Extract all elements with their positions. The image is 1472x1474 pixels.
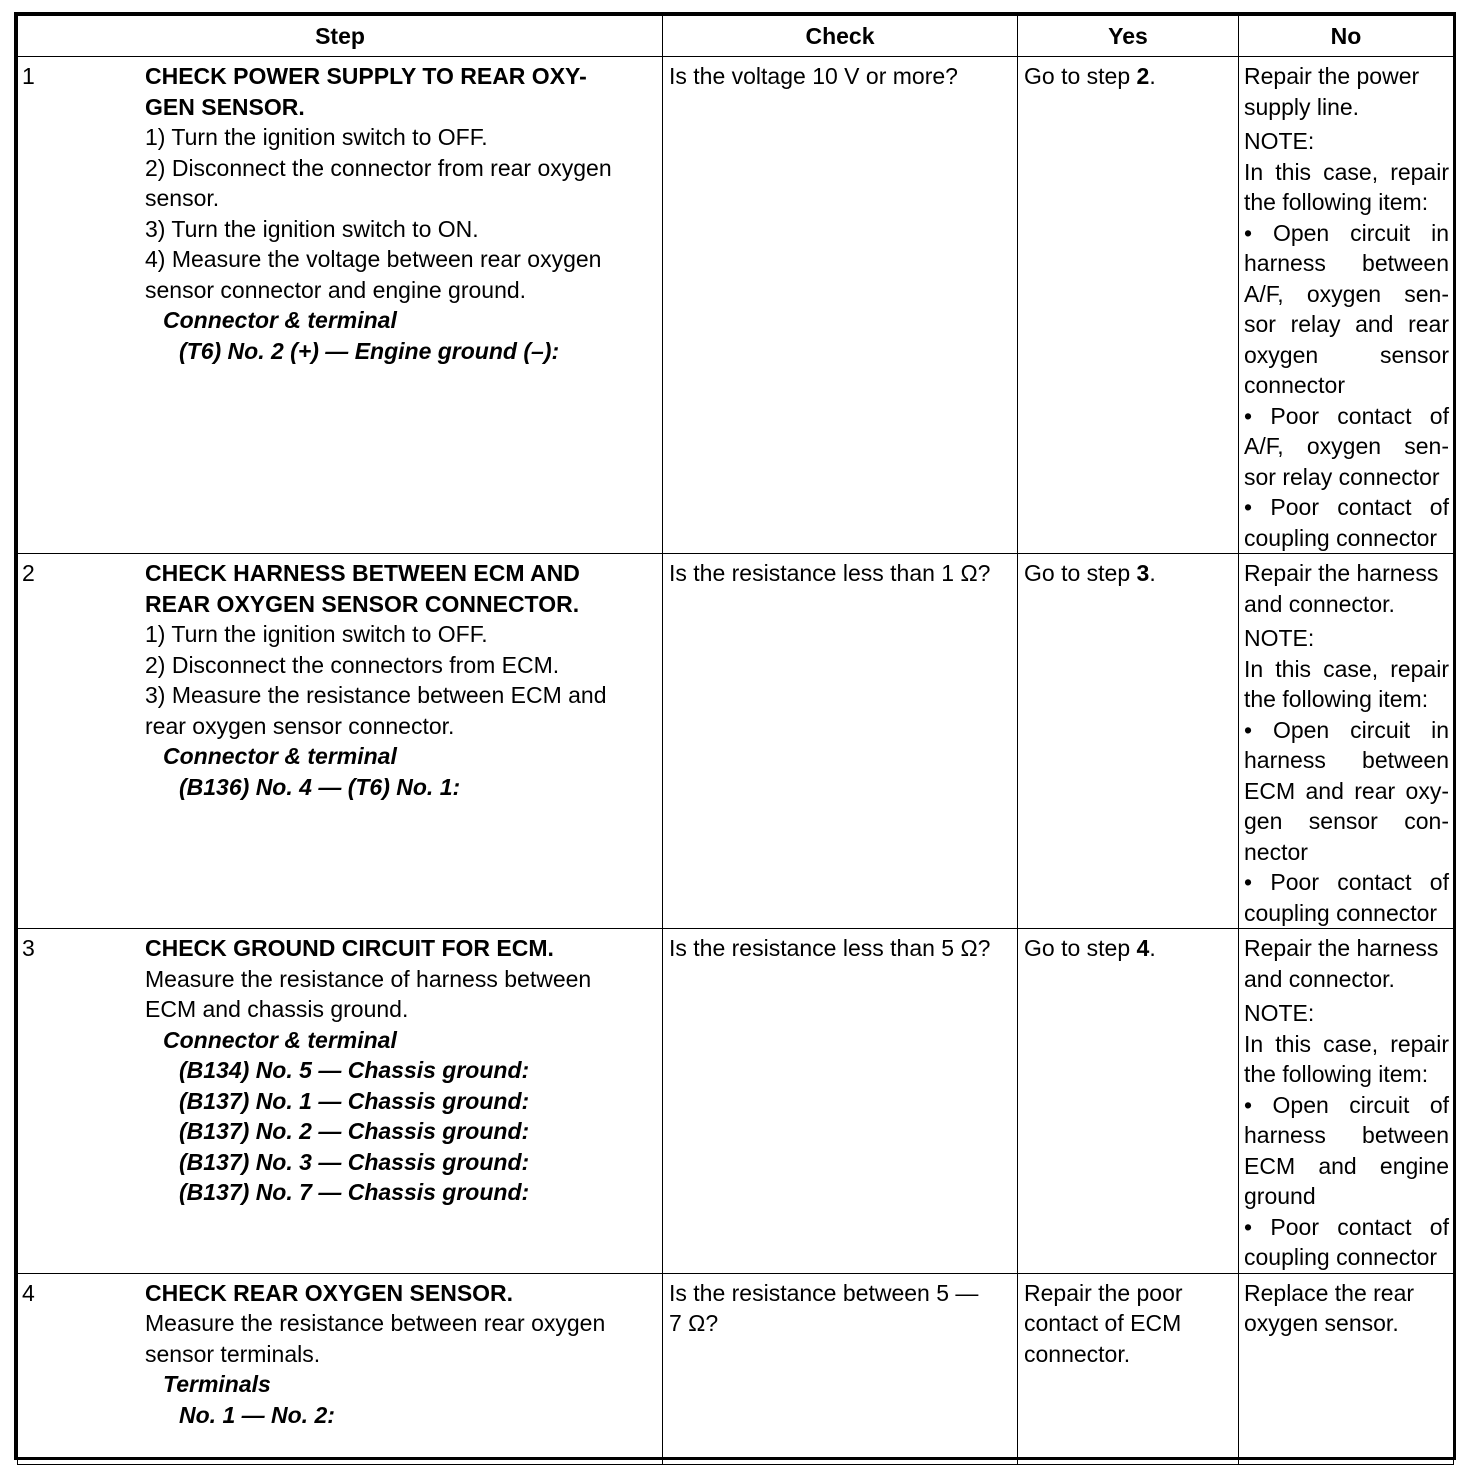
note-label: NOTE: bbox=[1244, 625, 1315, 651]
step-cell bbox=[18, 57, 663, 554]
yes-step-ref: 2 bbox=[1136, 63, 1150, 89]
yes-step-ref: 4 bbox=[1136, 935, 1150, 961]
header-step: Step bbox=[18, 16, 663, 57]
no-line: ECM and engine bbox=[1244, 1152, 1449, 1179]
step-title: REAR OXYGEN SENSOR CONNECTOR. bbox=[145, 590, 580, 617]
no-main: Replace the rear bbox=[1244, 1279, 1415, 1306]
connector-label: Connector & terminal bbox=[163, 743, 397, 769]
no-line: coupling connector bbox=[1244, 899, 1438, 926]
table-row bbox=[18, 554, 1454, 929]
table-row bbox=[18, 57, 1454, 554]
yes-text: . bbox=[1149, 560, 1156, 586]
table-row bbox=[18, 929, 1454, 1274]
no-line: ground bbox=[1244, 1183, 1316, 1209]
step-cell bbox=[18, 929, 663, 1274]
no-line: coupling connector bbox=[1244, 1244, 1438, 1270]
yes-cell bbox=[1018, 57, 1239, 554]
no-cell bbox=[1239, 57, 1454, 554]
step-line: 2) Disconnect the connector from rear oxygen bbox=[145, 154, 612, 181]
step-line: 4) Measure the voltage between rear oxygen bbox=[145, 246, 602, 272]
terminal-spec: No. 1 — No. 2: bbox=[179, 1401, 335, 1428]
table-row bbox=[18, 1273, 1454, 1464]
no-cell bbox=[1239, 554, 1454, 929]
step-line: 1) Turn the ignition switch to OFF. bbox=[145, 124, 488, 150]
no-line: A/F, oxygen sen- bbox=[1244, 433, 1449, 459]
no-line: • Open circuit in bbox=[1244, 716, 1449, 743]
yes-step-ref: 3 bbox=[1136, 560, 1150, 586]
step-line: ECM and chassis ground. bbox=[145, 996, 409, 1022]
no-line: harness between bbox=[1244, 747, 1449, 773]
step-cell bbox=[18, 554, 663, 929]
no-cell bbox=[1239, 929, 1454, 1274]
no-line: A/F, oxygen sen- bbox=[1244, 280, 1449, 307]
header-row bbox=[18, 16, 1454, 57]
terminal-spec: (B137) No. 3 — Chassis ground: bbox=[179, 1148, 530, 1175]
yes-text: Go to step bbox=[1024, 560, 1137, 586]
yes-text: . bbox=[1149, 935, 1156, 961]
no-line: the following item: bbox=[1244, 189, 1429, 215]
yes-text: Go to step bbox=[1024, 935, 1137, 961]
step-line: sensor connector and engine ground. bbox=[145, 276, 527, 303]
yes-cell bbox=[1018, 929, 1239, 1274]
no-main: and connector. bbox=[1244, 590, 1395, 617]
yes-line: Repair the poor bbox=[1024, 1279, 1183, 1306]
step-line: sensor. bbox=[145, 185, 220, 211]
step-number: 4 bbox=[22, 1279, 35, 1306]
no-line: In this case, repair bbox=[1244, 655, 1449, 682]
no-line: coupling connector bbox=[1244, 524, 1438, 551]
yes-cell bbox=[1018, 554, 1239, 929]
step-cell bbox=[18, 1273, 663, 1464]
no-line: gen sensor con- bbox=[1244, 808, 1449, 834]
terminal-spec: (B136) No. 4 — (T6) No. 1: bbox=[179, 773, 461, 800]
step-line: rear oxygen sensor connector. bbox=[145, 712, 455, 739]
no-line: In this case, repair bbox=[1244, 158, 1449, 185]
no-main: oxygen sensor. bbox=[1244, 1310, 1399, 1336]
no-line: the following item: bbox=[1244, 1061, 1429, 1087]
connector-label: Connector & terminal bbox=[163, 307, 397, 333]
no-cell bbox=[1239, 1273, 1454, 1464]
header-no: No bbox=[1239, 16, 1454, 57]
step-title: CHECK REAR OXYGEN SENSOR. bbox=[145, 1279, 514, 1306]
check-cell: Is the resistance less than 5 Ω? bbox=[663, 929, 1018, 1274]
no-line: • Open circuit in bbox=[1244, 219, 1449, 246]
yes-line: contact of ECM bbox=[1024, 1310, 1182, 1336]
step-title: GEN SENSOR. bbox=[145, 93, 305, 120]
note-label: NOTE: bbox=[1244, 128, 1315, 154]
no-line: • Open circuit of bbox=[1244, 1091, 1449, 1118]
yes-text: . bbox=[1149, 63, 1156, 89]
no-line: • Poor contact of bbox=[1244, 1213, 1449, 1240]
yes-cell bbox=[1018, 1273, 1239, 1464]
step-line: 3) Turn the ignition switch to ON. bbox=[145, 215, 479, 242]
step-body bbox=[145, 933, 656, 1208]
note-label: NOTE: bbox=[1244, 1000, 1315, 1026]
step-line: Measure the resistance of harness between bbox=[145, 965, 592, 992]
step-body bbox=[145, 61, 656, 366]
no-line: harness between bbox=[1244, 1122, 1449, 1148]
terminal-spec: (B137) No. 2 — Chassis ground: bbox=[179, 1118, 530, 1144]
no-line: sor relay connector bbox=[1244, 463, 1440, 490]
no-line: connector bbox=[1244, 372, 1346, 398]
connector-label: Connector & terminal bbox=[163, 1026, 397, 1053]
terminal-spec: (T6) No. 2 (+) — Engine ground (–): bbox=[179, 337, 560, 364]
step-number: 1 bbox=[22, 63, 35, 89]
no-line: the following item: bbox=[1244, 686, 1429, 712]
diagnostic-table bbox=[17, 15, 1454, 1465]
yes-text: Go to step bbox=[1024, 63, 1137, 89]
check-line: Is the resistance between 5 — bbox=[669, 1279, 979, 1306]
step-line: 2) Disconnect the connectors from ECM. bbox=[145, 651, 560, 678]
no-main: supply line. bbox=[1244, 93, 1360, 120]
check-cell: Is the voltage 10 V or more? bbox=[663, 57, 1018, 554]
step-body bbox=[145, 1278, 656, 1431]
terminal-spec: (B134) No. 5 — Chassis ground: bbox=[179, 1057, 530, 1083]
step-title: CHECK POWER SUPPLY TO REAR OXY- bbox=[145, 63, 587, 89]
step-line: Measure the resistance between rear oxygen bbox=[145, 1310, 606, 1336]
step-body bbox=[145, 558, 656, 802]
check-cell: Is the resistance less than 1 Ω? bbox=[663, 554, 1018, 929]
step-number: 2 bbox=[22, 560, 35, 586]
check-cell bbox=[663, 1273, 1018, 1464]
header-check: Check bbox=[663, 16, 1018, 57]
no-line: • Poor contact of bbox=[1244, 402, 1449, 429]
no-line: ECM and rear oxy- bbox=[1244, 777, 1449, 804]
yes-line: connector. bbox=[1024, 1340, 1131, 1367]
no-line: nector bbox=[1244, 838, 1308, 865]
step-number: 3 bbox=[22, 935, 35, 961]
check-line: 7 Ω? bbox=[669, 1310, 719, 1336]
terminal-spec: (B137) No. 7 — Chassis ground: bbox=[179, 1179, 530, 1205]
terminals-label: Terminals bbox=[163, 1371, 271, 1397]
diagnostic-table-frame bbox=[14, 12, 1456, 1460]
header-yes: Yes bbox=[1018, 16, 1239, 57]
step-title: CHECK GROUND CIRCUIT FOR ECM. bbox=[145, 935, 554, 961]
no-main: Repair the power bbox=[1244, 63, 1420, 89]
step-title: CHECK HARNESS BETWEEN ECM AND bbox=[145, 560, 580, 586]
step-line: sensor terminals. bbox=[145, 1340, 321, 1367]
no-line: • Poor contact of bbox=[1244, 494, 1449, 520]
no-main: Repair the harness bbox=[1244, 935, 1439, 961]
no-line: oxygen sensor bbox=[1244, 341, 1449, 368]
no-line: sor relay and rear bbox=[1244, 311, 1449, 337]
no-main: Repair the harness bbox=[1244, 560, 1439, 586]
no-line: • Poor contact of bbox=[1244, 869, 1449, 895]
terminal-spec: (B137) No. 1 — Chassis ground: bbox=[179, 1087, 530, 1114]
step-line: 1) Turn the ignition switch to OFF. bbox=[145, 621, 488, 647]
no-line: harness between bbox=[1244, 250, 1449, 276]
no-line: In this case, repair bbox=[1244, 1030, 1449, 1057]
step-line: 3) Measure the resistance between ECM and bbox=[145, 682, 607, 708]
no-main: and connector. bbox=[1244, 965, 1395, 992]
